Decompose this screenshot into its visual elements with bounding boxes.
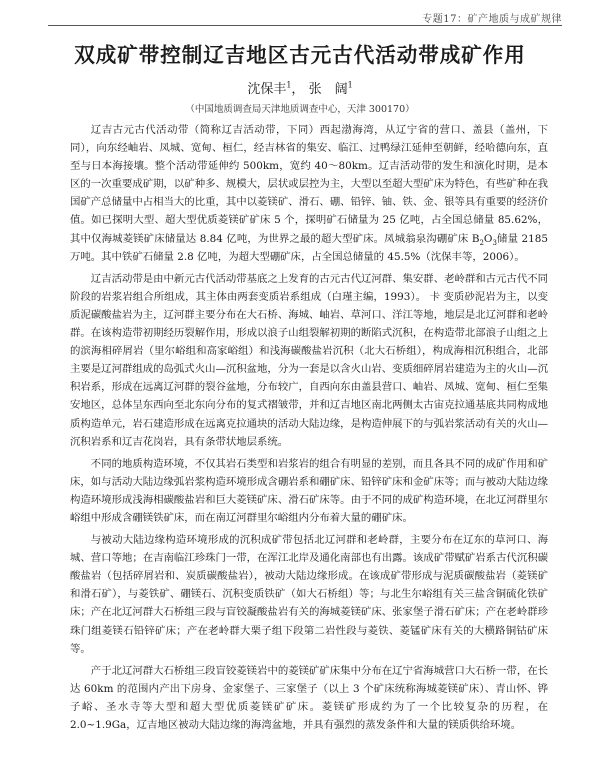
paragraph-2: 辽吉活动带是由中新元古代活动带基底之上发育的古元古代辽河群、集安群、老岭群和古元古代不同阶段的岩浆岩组合所组成，其主体由两套变质岩系组成（白瑾主编，1993）。 卡 变质砂泥岩为主，以变质泥碳酸盐岩为主，辽河群主要分布在大石桥、海城、岫岩、草河口、洋江等地，地层是北辽河群和老岭群。在该构造带初期经历裂解作用，形成以浪子山组裂解初期的断陷式沉积，在构造带北部浪子山组之上的滨海相碎屑岩（里尔峪组和高家峪组）和浅海碳酸盐岩沉积（北大石桥组），构成海相沉积组合，北部主要是辽河群组成的岛弧式火山—沉积盆地，分为一套是以含火山岩、变质细碎屑岩建造为主的火山—沉积岩系，形成在远离辽河群的裂谷盆地，分布较广，自西向东由盖县营口、岫岩、凤城、宽甸、桓仁至集安地区，总体呈东西向至北东向分布的复式褶皱带，并和辽吉地区南北两侧太古宙克拉通基底共同构成地质构造单元，岩石建造形成在远离克拉通块的活动大陆边缘，是构造伸展下的与弧岩浆活动有关的火山—沉积岩系和辽吉花岗岩，具有条带状地层系统。 [70,272,548,448]
author-line [0,78,600,97]
author-1-affil-mark: 1 [286,80,292,90]
paragraph-3: 不同的地质构造环境，不仅其岩石类型和岩浆岩的组合有明显的差别，而且各具不同的成矿作用和矿床，如与活动大陆边缘弧岩浆构造环境形成含硼岩系和硼矿床、铅锌矿床和金矿床等；而与被动大陆边缘构造环境形成浅海相碳酸盐岩和巨大菱镁矿床、滑石矿床等。由于不同的成矿构造环境，在北辽河群里尔峪组中形成含硼镁铁矿床，而在南辽河群里尔峪组内分布着大量的硼矿床。 [70,457,548,524]
paragraph-4: 与被动大陆边缘构造环境形成的沉积成矿带包括北辽河群和老岭群，主要分布在辽东的草河口、海城、营口等地；在吉南临江珍珠门一带，在浑江北岸及通化南部也有出露。该成矿带赋矿岩系古代沉积碳酸盐岩（包括碎屑岩和、炭质碳酸盐岩），被动大陆边缘形成。在该成矿带形成与泥质碳酸盐岩（菱镁矿和滑石矿），与菱铁矿、硼镁石、沉积变质铁矿（如大石桥组）等；与北生尔峪组有关三盐含铜硫化铁矿床；产在北辽河群大石桥组三段与盲铰凝酸盐岩有关的海城菱镁矿床、张家堡子滑石矿床；产在老岭群珍珠门组菱镁石铅锌矿床；产在老岭群大栗子组下段第二岩性段与菱铁、菱锰矿床有关的大横路铜钴矿床等。 [70,534,548,655]
paragraph-1-end: 储量 2185 万吨。其中铁矿石储量 2.8 亿吨，为超大型硼矿床，占全国总储量的 45.5%（沈保丰等，2006）。 [70,232,548,263]
paragraph-5: 产于北辽河群大石桥组三段盲铰菱镁岩中的菱镁矿矿床集中分布在辽宁省海城营口大石桥一带，在长达 60km 的范围内产出下房身、金家堡子、三家堡子（以上 3 个矿床统称海城菱镁矿床）、青山怀、铧子峪、圣水寺等大型和超大型优质菱镁矿矿床。菱镁矿形成约为了一个比较复杂的历程，在 2.0~1.9Ga，辽吉地区被动大陆边缘的海湾盆地，并具有强烈的蒸发条件和大量的镁质供给环境。 [70,664,548,731]
formula-subscript: 2 [479,238,484,247]
header-rule [48,25,562,26]
paper-title: 双成矿带控制辽吉地区古元古代活动带成矿作用 [74,43,526,67]
formula-subscript-2: 3 [492,238,497,247]
article-body [70,121,548,734]
author-separator: ， [291,82,305,97]
running-header: 专题17：矿产地质与成矿规律 [422,14,562,25]
author-1: 沈保丰 [247,82,287,97]
formula-tail: O [483,232,493,245]
affiliation: （中国地质调查局天津地质调查中心，天津 300170） [185,104,415,115]
author-2: 张 阔 [308,82,348,97]
paragraph-1-text: 辽吉古元古代活动带（简称辽吉活动带，下同）西起渤海湾，从辽宁省的营口、盖县（盖州，下同），向东经岫岩、凤城、宽甸、桓仁，经吉林省的集安、临江、过鸭绿江延伸至朝鲜，经哈德向东，直至与日本海接壤。整个活动带延伸约 500km，宽约 40～80km。辽吉活动带的发生和演化时期，是本区的一次重要成矿期，以矿种多、规模大，层状或层控为主，大型以至超大型矿床为特色，有些矿种在我国矿产总储量中占相当大的比重，其中以菱镁矿、滑石、硼、铅锌、铀、铁、金、银等具有重要的经济价值。如已探明大型、超大型优质菱镁矿矿床 5 个，探明矿石储量为 25 亿吨，占全国总储量 85.62%，其中仅海城菱镁矿床储量达 8.84 亿吨，为世界之最的超大型矿床。凤城翁泉沟硼矿床 B [70,124,548,245]
author-2-affil-mark: 1 [347,80,353,90]
paragraph-1 [70,121,548,266]
